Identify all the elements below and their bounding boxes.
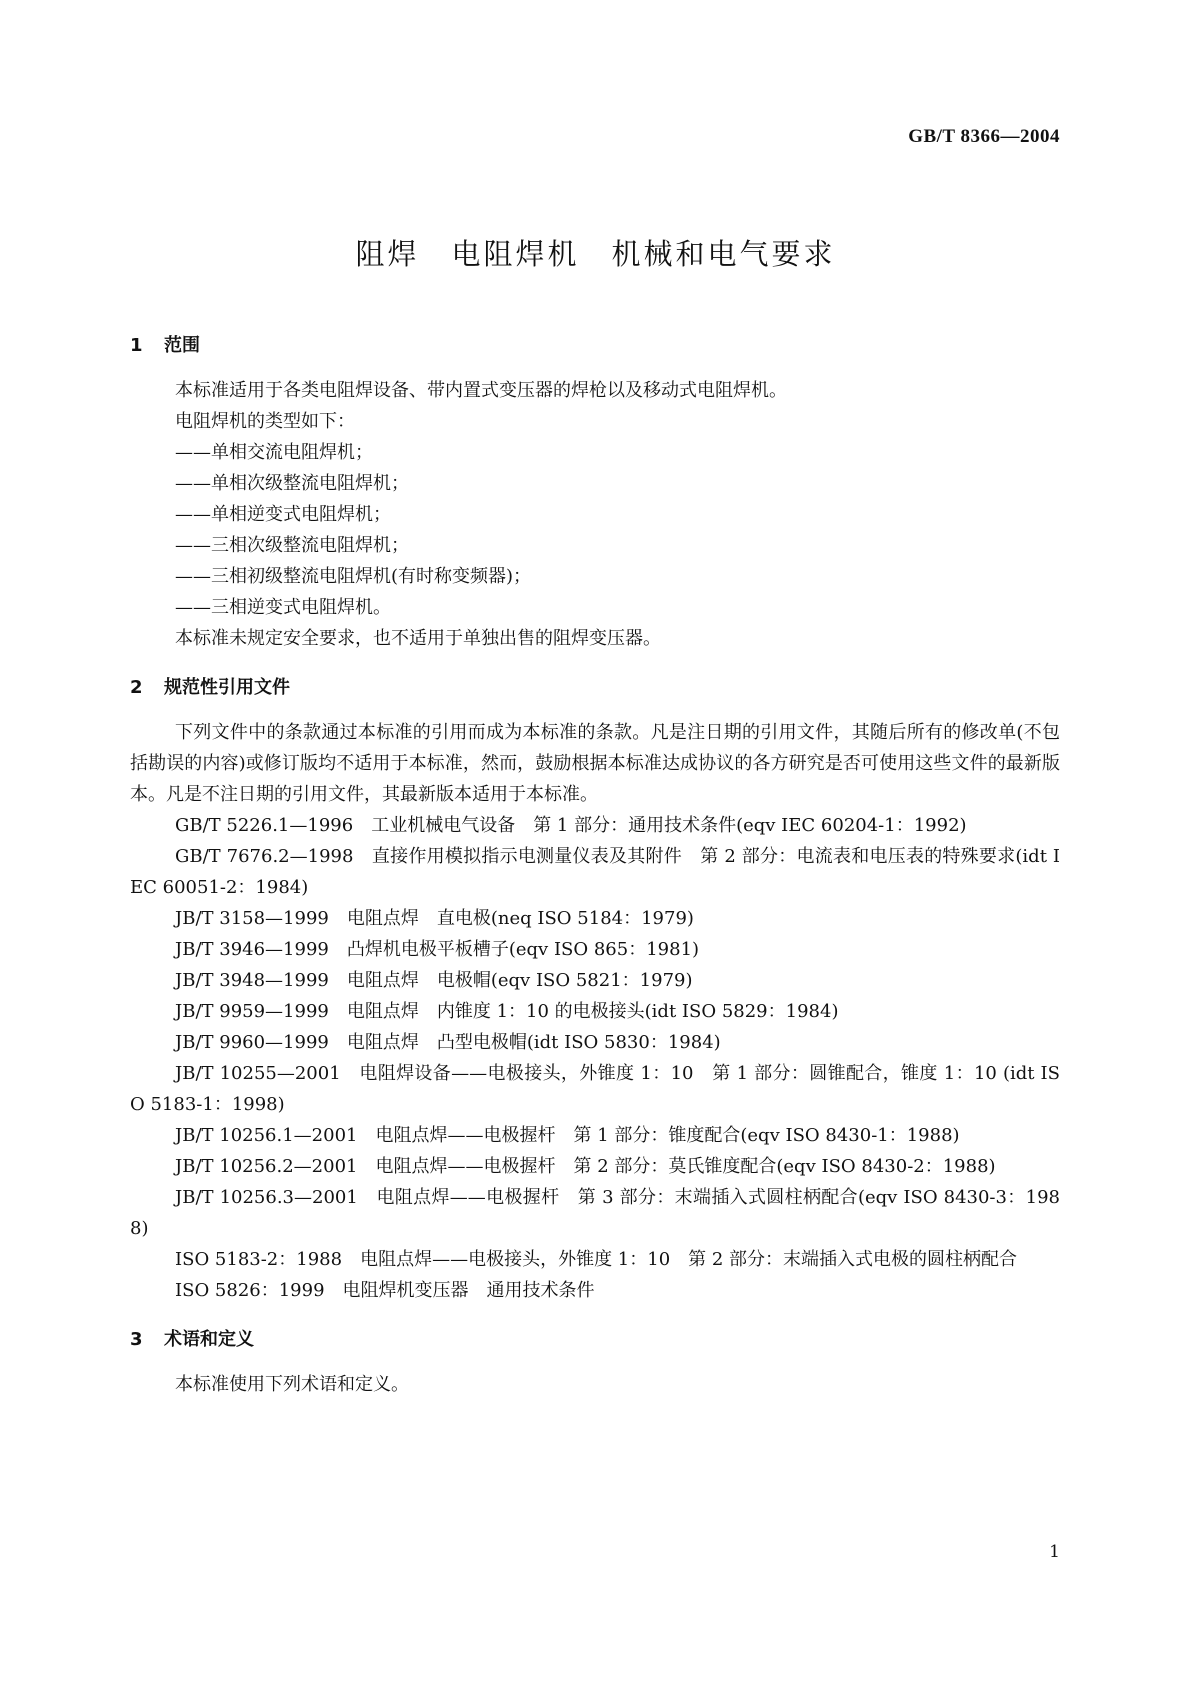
- section-title: 范围: [164, 335, 200, 356]
- list-item: ——三相逆变式电阻焊机。: [175, 597, 391, 618]
- list-item: ——单相交流电阻焊机；: [175, 442, 373, 463]
- section-number: 2: [130, 677, 143, 698]
- standard-number: GB/T 8366—2004: [908, 126, 1060, 147]
- list-item: ——单相逆变式电阻焊机；: [175, 504, 391, 525]
- reference-item: ISO 5826：1999 电阻焊机变压器 通用技术条件: [175, 1280, 595, 1301]
- reference-item: ISO 5183-2：1988 电阻点焊——电极接头，外锥度 1：10 第 2 部分：末端插入式电极的圆柱柄配合: [175, 1249, 1018, 1270]
- paragraph: 本标准未规定安全要求，也不适用于单独出售的阻焊变压器。: [175, 628, 661, 649]
- reference-item: JB/T 9959—1999 电阻点焊 内锥度 1：10 的电极接头(idt ISO 5829：1984): [175, 1001, 839, 1022]
- reference-item: JB/T 10256.3—2001 电阻点焊——电极握杆 第 3 部分：末端插入式圆柱柄配合(eqv ISO 8430-3：1988): [130, 1187, 1060, 1239]
- reference-item: JB/T 3948—1999 电阻点焊 电极帽(eqv ISO 5821：1979): [175, 970, 693, 991]
- reference-item: JB/T 10256.2—2001 电阻点焊——电极握杆 第 2 部分：莫氏锥度配合(eqv ISO 8430-2：1988): [175, 1156, 996, 1177]
- page-number: 1: [1049, 1542, 1060, 1562]
- section-title: 术语和定义: [164, 1329, 254, 1350]
- reference-item: JB/T 10256.1—2001 电阻点焊——电极握杆 第 1 部分：锥度配合(eqv ISO 8430-1：1988): [175, 1125, 960, 1146]
- reference-item: JB/T 3158—1999 电阻点焊 直电极(neq ISO 5184：1979): [175, 908, 694, 929]
- reference-item: JB/T 10255—2001 电阻焊设备——电极接头，外锥度 1：10 第 1 部分：圆锥配合，锥度 1：10 (idt ISO 5183-1：1998): [130, 1063, 1060, 1115]
- list-item: ——三相初级整流电阻焊机(有时称变频器)；: [175, 566, 532, 587]
- section-number: 1: [130, 335, 143, 356]
- document-title: 阻焊 电阻焊机 机械和电气要求: [355, 237, 836, 271]
- section-3-heading: [130, 1324, 1060, 1355]
- document-body: [130, 330, 1060, 1400]
- reference-item: GB/T 7676.2—1998 直接作用模拟指示电测量仪表及其附件 第 2 部分：电流表和电压表的特殊要求(idt IEC 60051-2：1984): [130, 846, 1060, 898]
- paragraph: 下列文件中的条款通过本标准的引用而成为本标准的条款。凡是注日期的引用文件，其随后所有的修改单(不包括勘误的内容)或修订版均不适用于本标准，然而，鼓励根据本标准达成协议的各方研究是否可使用这些文件的最新版本。凡是不注日期的引用文件，其最新版本适用于本标准。: [130, 722, 1060, 805]
- paragraph: 本标准使用下列术语和定义。: [175, 1374, 409, 1395]
- reference-item: JB/T 9960—1999 电阻点焊 凸型电极帽(idt ISO 5830：1984): [175, 1032, 721, 1053]
- reference-item: JB/T 3946—1999 凸焊机电极平板槽子(eqv ISO 865：1981): [175, 939, 700, 960]
- list-item: ——单相次级整流电阻焊机；: [175, 473, 409, 494]
- paragraph: 电阻焊机的类型如下：: [175, 411, 355, 432]
- section-2-heading: [130, 672, 1060, 703]
- reference-item: GB/T 5226.1—1996 工业机械电气设备 第 1 部分：通用技术条件(eqv IEC 60204-1：1992): [175, 815, 967, 836]
- section-title: 规范性引用文件: [164, 677, 290, 698]
- list-item: ——三相次级整流电阻焊机；: [175, 535, 409, 556]
- section-1-heading: [130, 330, 1060, 361]
- section-number: 3: [130, 1329, 143, 1350]
- paragraph: 本标准适用于各类电阻焊设备、带内置式变压器的焊枪以及移动式电阻焊机。: [175, 380, 787, 401]
